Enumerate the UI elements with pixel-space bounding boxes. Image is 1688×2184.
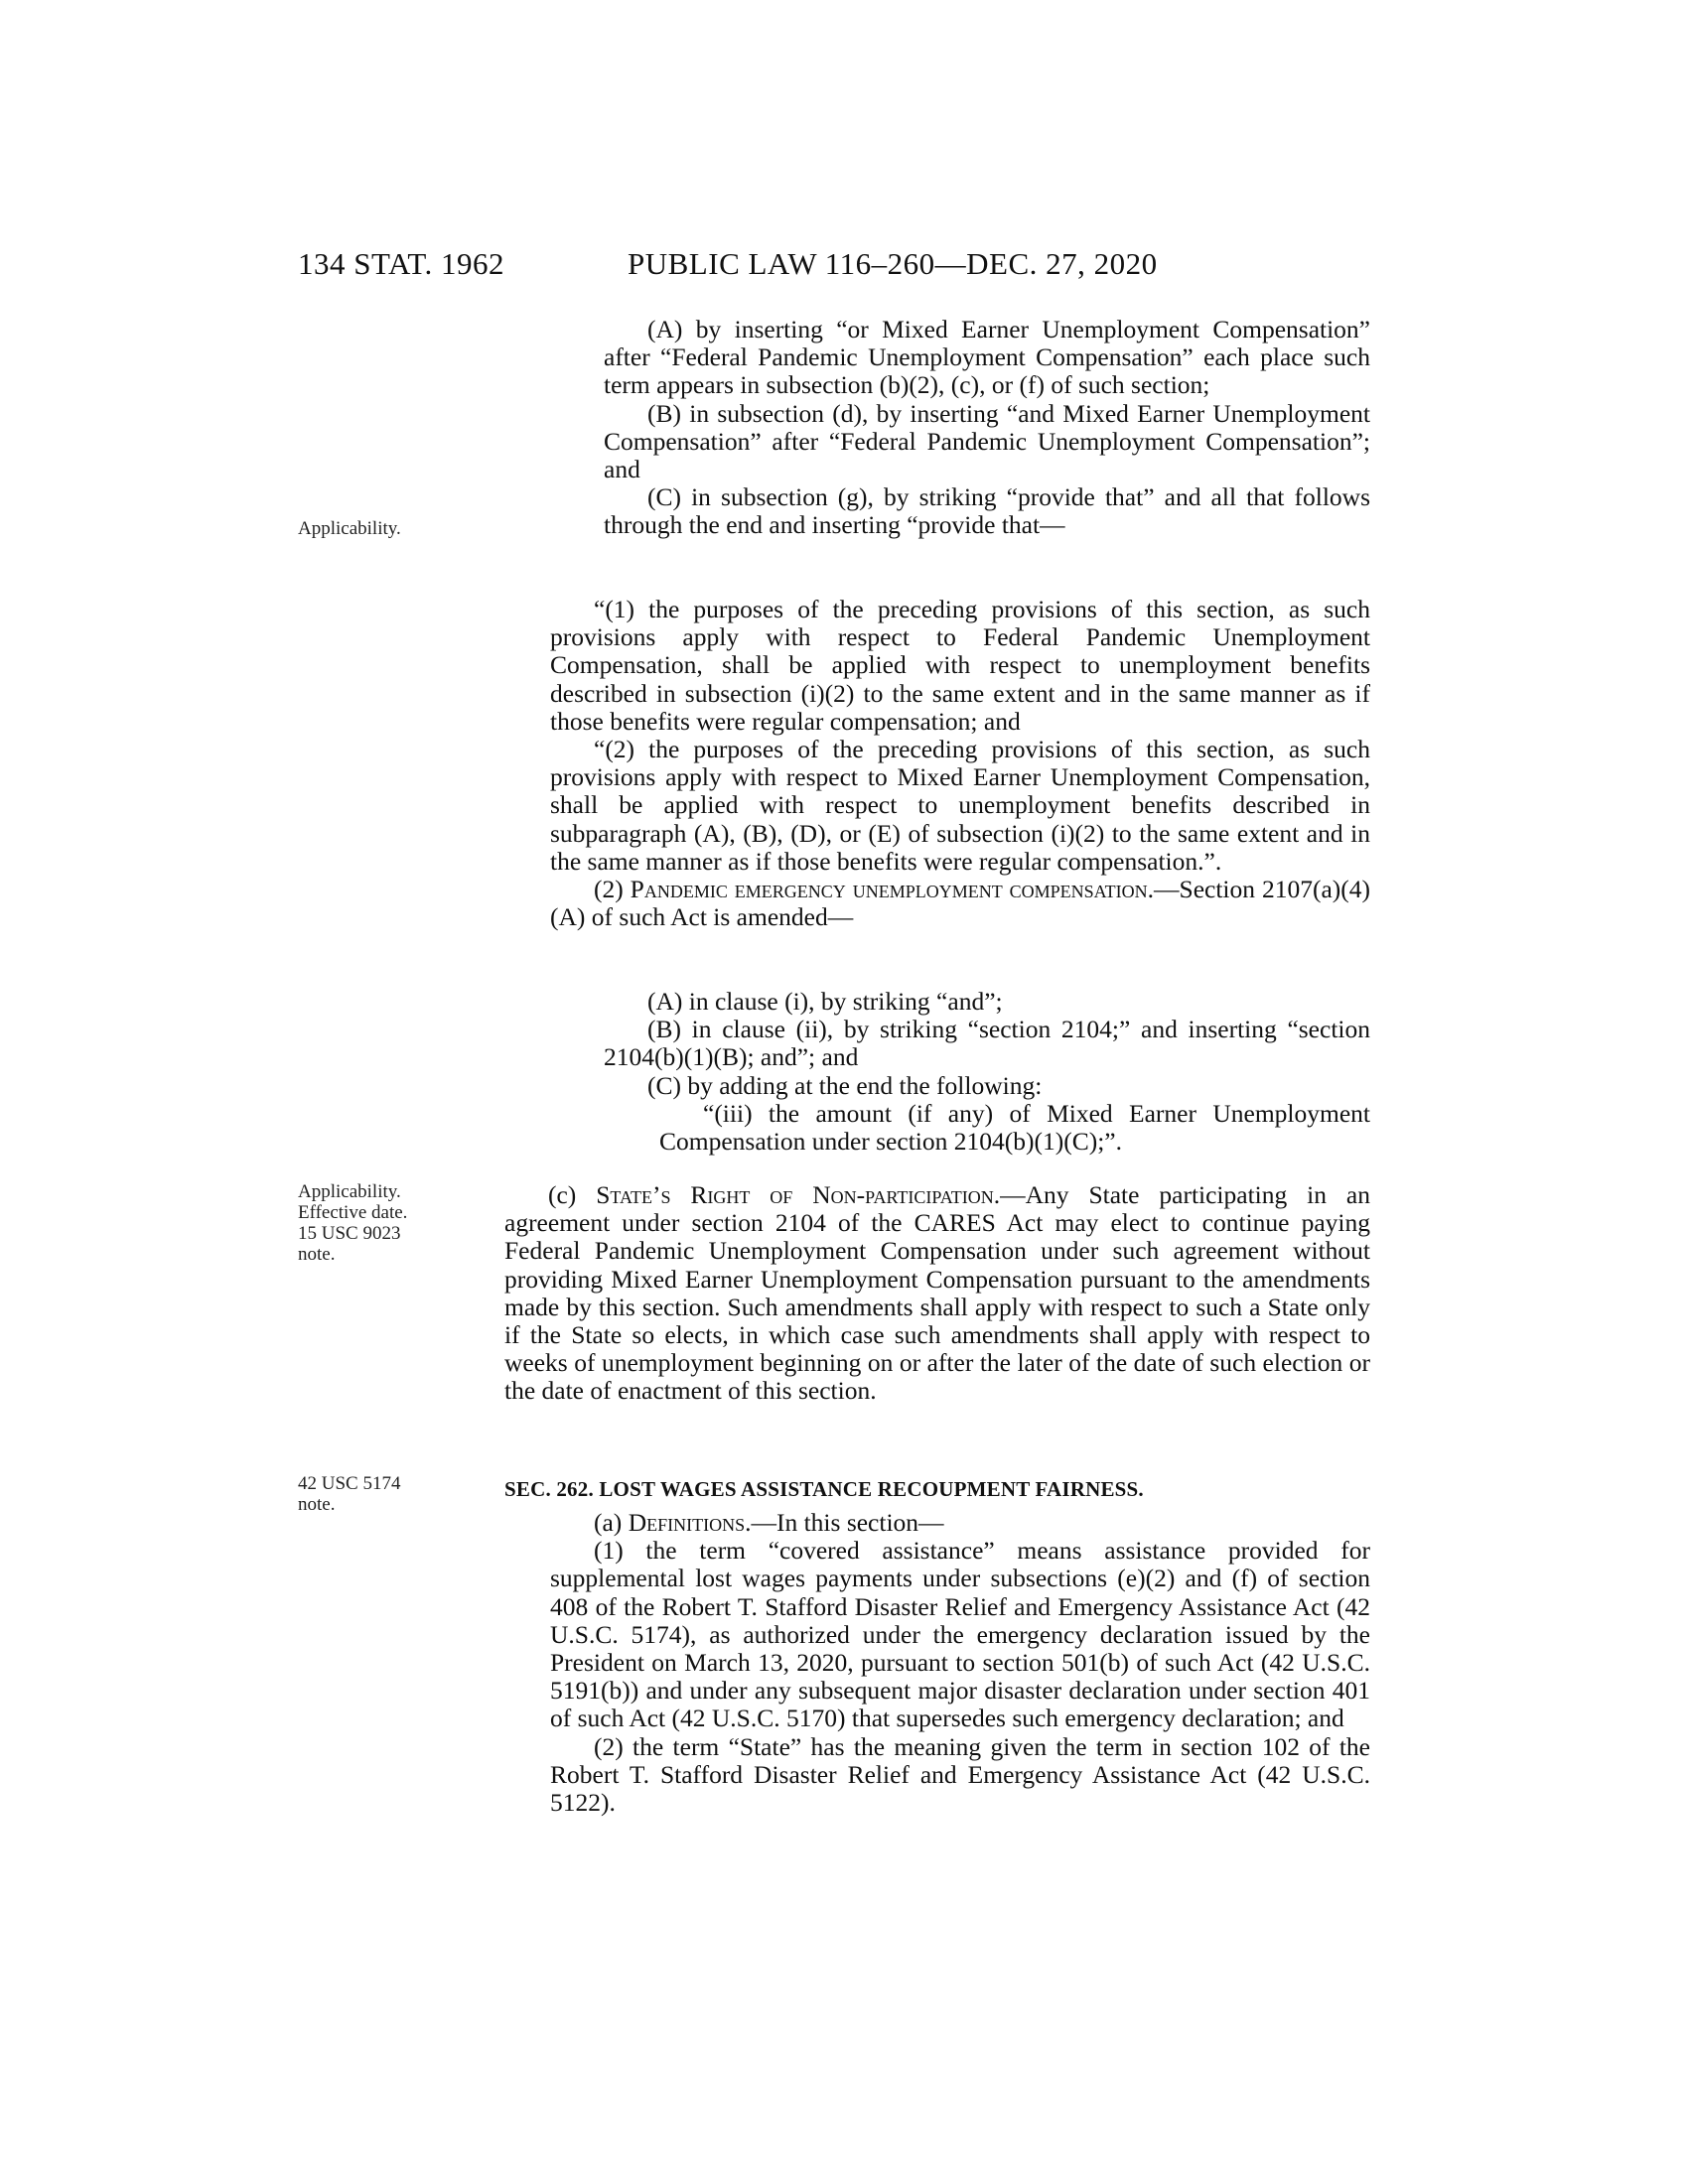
paragraph-heading: Definitions — [628, 1508, 746, 1537]
section-heading: SEC. 262. LOST WAGES ASSISTANCE RECOUPMENT FAIRNESS. — [504, 1477, 1144, 1501]
statute-citation: 134 STAT. 1962 — [298, 246, 505, 281]
margin-note-applicability — [298, 518, 401, 539]
state-right-block — [504, 1181, 1370, 1406]
margin-note-text: note. — [298, 1494, 336, 1515]
definition-1: (1) the term “covered assistance” means assistance provided for supplemental lost wages payments under subsections (e)(2) and (f) of section 408 of the Robert T. Stafford Disaster Relief and Emergency Assistance Act (42 U.S.C. 5174), as authorized under the emergency declaration issued by the President on March 13, 2020, pursuant to section 501(b) of such Act (42 U.S.C. 5191(b)) and under any subsequent major disaster declaration under section 401 of such Act (42 U.S.C. 5170) that supersedes such emergency declaration; and — [550, 1536, 1370, 1733]
margin-note-text: 15 USC 9023 — [298, 1223, 401, 1244]
running-head: PUBLIC LAW 116–260—DEC. 27, 2020 — [628, 246, 1158, 281]
paragraph-pandemic — [550, 876, 1370, 931]
paragraph-b: (B) in subsection (d), by inserting “and Mixed Earner Unemployment Compensation” after “Federal Pandemic Unemployment Compensation”; and — [604, 398, 1370, 484]
paragraph-a: (A) by inserting “or Mixed Earner Unemployment Compensation” after “Federal Pandemic Unemployment Compensation” each place such term appears in subsection (b)(2), (c), or (f) of such section; — [604, 315, 1370, 400]
subclause-c: (C) by adding at the end the following: — [647, 1070, 1043, 1100]
paragraph-number: (c) — [548, 1180, 577, 1209]
paragraph-c: (C) in subsection (g), by striking “provide that” and all that follows through the end and inserting “provide that— — [604, 482, 1370, 540]
section-262 — [504, 1475, 1370, 1503]
margin-note-text: Applicability. — [298, 1181, 401, 1202]
paragraph-text: .—In this section— — [745, 1508, 944, 1537]
paragraph-heading: State’s Right of Non-participation — [596, 1180, 994, 1209]
margin-note-usc — [298, 1473, 400, 1515]
paragraph-text: .—Section 2107(a)(4)(A) of such Act is amended— — [550, 875, 1370, 932]
definitions-block — [550, 1509, 1370, 1817]
pandemic-subclauses — [604, 988, 1370, 1100]
clause-iii-block — [659, 1100, 1370, 1156]
margin-note-text: Effective date. — [298, 1202, 408, 1223]
subclause-b: (B) in clause (ii), by striking “section 2104;” and inserting “section 2104(b)(1)(B); and”; and — [604, 1015, 1370, 1072]
paragraph-text: .—Any State participating in an agreement under section 2104 of the CARES Act may elect to continue paying Federal Pandemic Unemployment Compensation under such agreement without providing Mixed Earner Unemployment Compensation pursuant to the amendments made by this section. Such amendments shall apply with respect to such a State only if the State so elects, in which case such amendments shall apply with respect to weeks of unemployment beginning on or after the later of the date of such election or the date of enactment of this section. — [504, 1180, 1370, 1406]
paragraph-state-right — [504, 1181, 1370, 1406]
quoted-provisions — [550, 596, 1370, 931]
amendment-block-1 — [604, 316, 1370, 540]
quoted-paragraph-1: “(1) the purposes of the preceding provisions of this section, as such provisions apply with respect to Federal Pandemic Unemployment Compensation, shall be applied with respect to unemployment benefits described in subsection (i)(2) to the same extent and in the same manner as if those benefits were regular compensation; and — [550, 595, 1370, 736]
margin-note-text: note. — [298, 1244, 336, 1265]
subclause-a: (A) in clause (i), by striking “and”; — [647, 987, 1003, 1016]
paragraph-number: (a) — [594, 1508, 623, 1537]
definition-2: (2) the term “State” has the meaning given the term in section 102 of the Robert T. Stafford Disaster Relief and Emergency Assistance Act (42 U.S.C. 5122). — [550, 1731, 1370, 1818]
margin-note-effective-date — [298, 1181, 407, 1265]
clause-iii: “(iii) the amount (if any) of Mixed Earner Unemployment Compensation under section 2104(b)(1)(C);”. — [659, 1099, 1370, 1157]
page-header — [298, 246, 1370, 286]
margin-note-text: Applicability. — [298, 518, 401, 539]
paragraph-number: (2) — [594, 875, 624, 904]
quoted-paragraph-2: “(2) the purposes of the preceding provisions of this section, as such provisions apply with respect to Mixed Earner Unemployment Compensation, shall be applied with respect to unemployment benefits described in subparagraph (A), (B), (D), or (E) of subsection (i)(2) to the same extent and in the same manner as if those benefits were regular compensation.”. — [550, 735, 1370, 876]
paragraph-heading: Pandemic emergency unemployment compensation — [630, 875, 1148, 904]
margin-note-text: 42 USC 5174 — [298, 1473, 401, 1494]
definitions-intro — [550, 1509, 1370, 1537]
